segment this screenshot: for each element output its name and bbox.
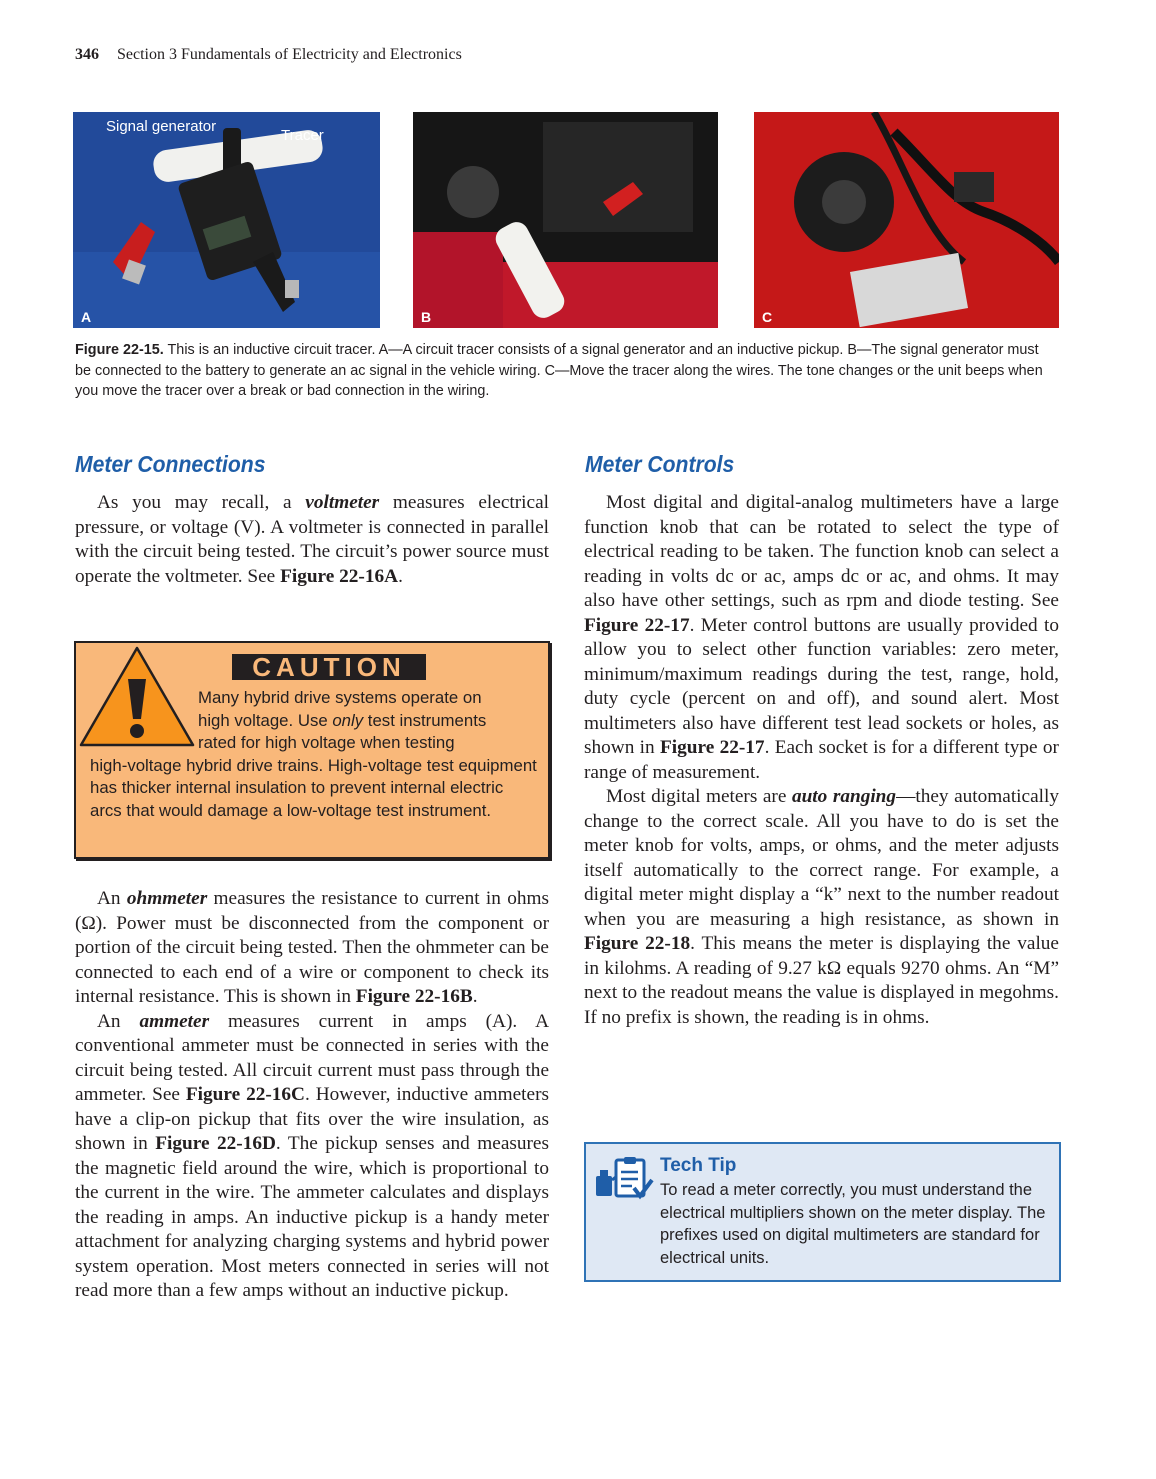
photo-label-c: C <box>762 309 773 325</box>
ref-figure-22-16d: Figure 22-16D <box>155 1133 276 1154</box>
paragraph-ammeter: An ammeter measures current in amps (A). A conventional ammeter must be connected in series with the circuit being tested. All circuit current must pass through the ammeter. See Figure 22-16C. However, inductive ammeters have a clip-on pickup that fits over the wire insulation, as shown in Figure 22-16D. The pickup senses and measures the magnetic field around the wire, which is proportional to the current in the wire. The ammeter calculates and displays the reading in amps. An inductive pickup is a handy meter attachment for analyzing charging systems and hybrid power system operation. Most meters connected in series will not read more than a few amps without an inductive pickup. <box>75 1010 549 1301</box>
paragraph-ohmmeter: An ohmmeter measures the resistance to current in ohms (Ω). Power must be disconnected from the component or portion of the circuit being tested. Then the ohmmeter can be connected to each end of a wire or component to check its internal resistance. This is shown in Figure 22-16B. <box>75 888 549 1007</box>
page-header <box>75 46 462 64</box>
photo-label-a: A <box>81 309 92 325</box>
term-ammeter: ammeter <box>139 1010 210 1032</box>
tech-tip-text: To read a meter correctly, you must understand the electrical multipliers shown on the meter display. The prefixes used on digital multimeters are standard for electrical units. <box>660 1181 1046 1267</box>
section-title: Section 3 Fundamentals of Electricity and Electronics <box>117 46 462 63</box>
term-auto-ranging: auto ranging <box>791 786 897 807</box>
figure-caption-label: Figure 22-15. <box>75 342 164 358</box>
paragraph-function-knob: Most digital and digital-analog multimeters have a large function knob that can be rotated to select the type of electrical reading to be taken. The function knob can select a reading in volts dc or ac, amps dc or ac, and ohms. It may also have other settings, such as rpm and diode testing. See Figure 22-17. Meter control buttons are usually provided to allow you to select other function variables: zero meter, minimum/maximum readings during the test, range, hold, duty cycle (percent on and off), and sound alert. Most multimeters also have different test lead sockets or holes, as shown in Figure 22-17. Each socket is for a different type or range of measurement. <box>584 492 1059 783</box>
page-number: 346 <box>75 46 99 63</box>
ref-figure-22-16a: Figure 22-16A <box>280 565 399 587</box>
right-column <box>584 491 1059 1030</box>
term-ohmmeter: ohmmeter <box>126 888 208 909</box>
left-column-top <box>75 491 549 589</box>
engine-bay-illustration <box>413 112 718 328</box>
paragraph-auto-ranging: Most digital meters are auto ranging—they automatically change to the correct scale. All you have to do is set the meter knob for volts, amps, or ohms, and the meter adjusts itself automatically to the correct range. For example, a digital meter might display a “k” next to the number readout when you are measuring a high resistance, as shown in Figure 22-18. This means the meter is displaying the value in kilohms. A reading of 9.27 kΩ equals 9270 ohms. An “M” next to the readout means the value is displayed in megohms. If no prefix is shown, the reading is in ohms. <box>584 786 1059 1028</box>
photo-label-b: B <box>421 309 432 325</box>
tech-tip-icon <box>594 1156 654 1204</box>
caution-box <box>74 641 550 859</box>
term-voltmeter: voltmeter <box>305 492 380 513</box>
figure-photo-b <box>413 112 718 328</box>
ref-figure-22-17: Figure 22-17 <box>584 614 690 636</box>
ref-figure-22-17-second: Figure 22-17 <box>660 737 765 758</box>
figure-caption-text: This is an inductive circuit tracer. A—A circuit tracer consists of a signal generator and an inductive pickup. B—The signal generator must be connected to the battery to generate an ac signal in the vehicle wiring. C—Move the tracer along the wires. The tone changes or the unit beeps when you move the tracer over a break or bad connection in the wiring. <box>75 342 1043 399</box>
heading-meter-controls: Meter Controls <box>585 451 735 477</box>
tech-tip-title: Tech Tip <box>660 1155 737 1176</box>
ref-figure-22-18: Figure 22-18 <box>584 933 691 954</box>
tracer-kit-illustration <box>73 112 380 328</box>
figure-photo-c <box>754 112 1059 328</box>
figure-caption <box>75 340 1055 402</box>
annotation-signal-generator: Signal generator <box>106 118 217 135</box>
heading-meter-connections: Meter Connections <box>75 451 266 477</box>
tech-tip-box <box>584 1142 1061 1282</box>
wiring-illustration <box>754 112 1059 328</box>
caution-text: Many hybrid drive systems operate on high voltage. Use only test instruments rated for high voltage when testing high-voltage hybrid drive trains. High-voltage test equipment has thicker internal insulation to prevent internal electric arcs that would damage a low-voltage test instrument. <box>90 688 537 820</box>
ref-figure-22-16c: Figure 22-16C <box>185 1084 305 1105</box>
figure-photo-a <box>73 112 380 328</box>
ref-figure-22-16b: Figure 22-16B <box>355 986 473 1007</box>
annotation-tracer: Tracer <box>281 127 324 144</box>
caution-title: CAUTION <box>232 654 426 680</box>
left-column-bottom <box>75 887 549 1304</box>
paragraph-voltmeter: As you may recall, a voltmeter measures electrical pressure, or voltage (V). A voltmeter is connected in parallel with the circuit being tested. The circuit’s power source must operate the voltmeter. See Figure 22-16A. <box>75 492 549 587</box>
